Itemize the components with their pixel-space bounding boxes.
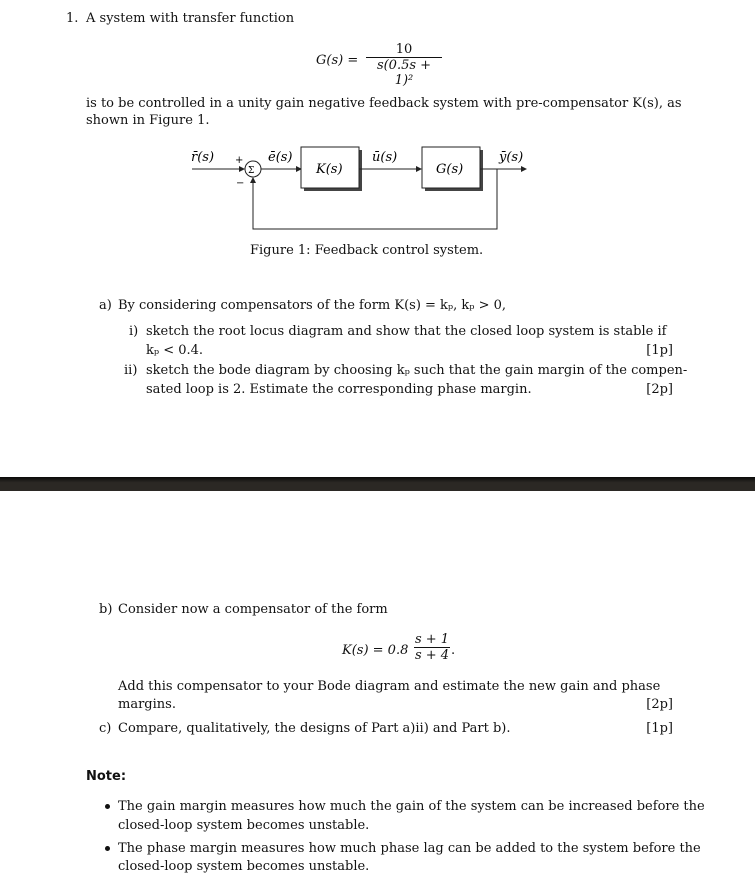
part-a-ii-label: ii) (124, 363, 138, 378)
reference-label: r̄(s) (191, 150, 215, 165)
page-divider (0, 477, 755, 491)
note-item-2-line-1: The phase margin measures how much phase lag can be added to the system before the (118, 841, 701, 856)
description-line-1: is to be controlled in a unity gain negative feedback system with pre-compensator K(s), as (86, 96, 682, 111)
part-b-text: Consider now a compensator of the form (118, 602, 388, 617)
control-label: ū(s) (372, 150, 398, 165)
plus-sign: + (235, 155, 244, 166)
compensator-fraction (414, 632, 450, 663)
bullet-icon (105, 846, 110, 851)
transfer-function-denominator: s(0.5s + 1)² (366, 57, 442, 88)
error-label: ē(s) (268, 150, 293, 165)
part-a-ii-points: [2p] (646, 382, 673, 397)
part-b-label: b) (99, 602, 113, 617)
part-a-i-label: i) (129, 324, 139, 339)
bullet-icon (105, 804, 110, 809)
part-b-line-1: Add this compensator to your Bode diagram and estimate the new gain and phase (118, 679, 661, 694)
part-c-text: Compare, qualitatively, the designs of Part a)ii) and Part b). (118, 721, 511, 736)
figure-caption: Figure 1: Feedback control system. (250, 243, 484, 258)
note-item-2-line-2: closed-loop system becomes unstable. (118, 859, 370, 874)
note-item-1-line-1: The gain margin measures how much the gain of the system can be increased before the (118, 799, 705, 814)
g-block-label: G(s) (436, 162, 464, 177)
compensator-lhs: K(s) = 0.8 (342, 643, 409, 658)
note-item-1-line-2: closed-loop system becomes unstable. (118, 818, 370, 833)
part-a-i-points: [1p] (646, 343, 673, 358)
k-block-label: K(s) (316, 162, 343, 177)
part-a-text: By considering compensators of the form K(s) = kₚ, kₚ > 0, (118, 298, 507, 313)
compensator-numerator: s + 1 (414, 632, 450, 647)
part-a-label: a) (99, 298, 112, 313)
note-title: Note: (86, 769, 127, 784)
part-b-line-2: margins. (118, 697, 176, 712)
part-a-i-line-2: kₚ < 0.4. (146, 343, 204, 358)
part-c-label: c) (99, 721, 112, 736)
sum-symbol: Σ (248, 166, 255, 176)
question-number: 1. (66, 11, 79, 26)
block-diagram (0, 0, 755, 260)
minus-sign: − (236, 178, 245, 189)
transfer-function-numerator: 10 (395, 42, 413, 57)
compensator-period: . (451, 643, 456, 658)
part-a-i-line-1: sketch the root locus diagram and show that the closed loop system is stable if (146, 324, 667, 339)
transfer-function-lhs: G(s) = (316, 53, 359, 68)
part-c-points: [1p] (646, 721, 673, 736)
part-a-ii-line-1: sketch the bode diagram by choosing kₚ such that the gain margin of the compen- (146, 363, 688, 378)
part-a-ii-line-2: sated loop is 2. Estimate the corresponding phase margin. (146, 382, 532, 397)
output-label: ȳ(s) (499, 150, 524, 165)
compensator-denominator: s + 4 (414, 648, 450, 663)
description-line-2: shown in Figure 1. (86, 113, 210, 128)
part-b-points: [2p] (646, 697, 673, 712)
question-intro: A system with transfer function (86, 11, 295, 26)
